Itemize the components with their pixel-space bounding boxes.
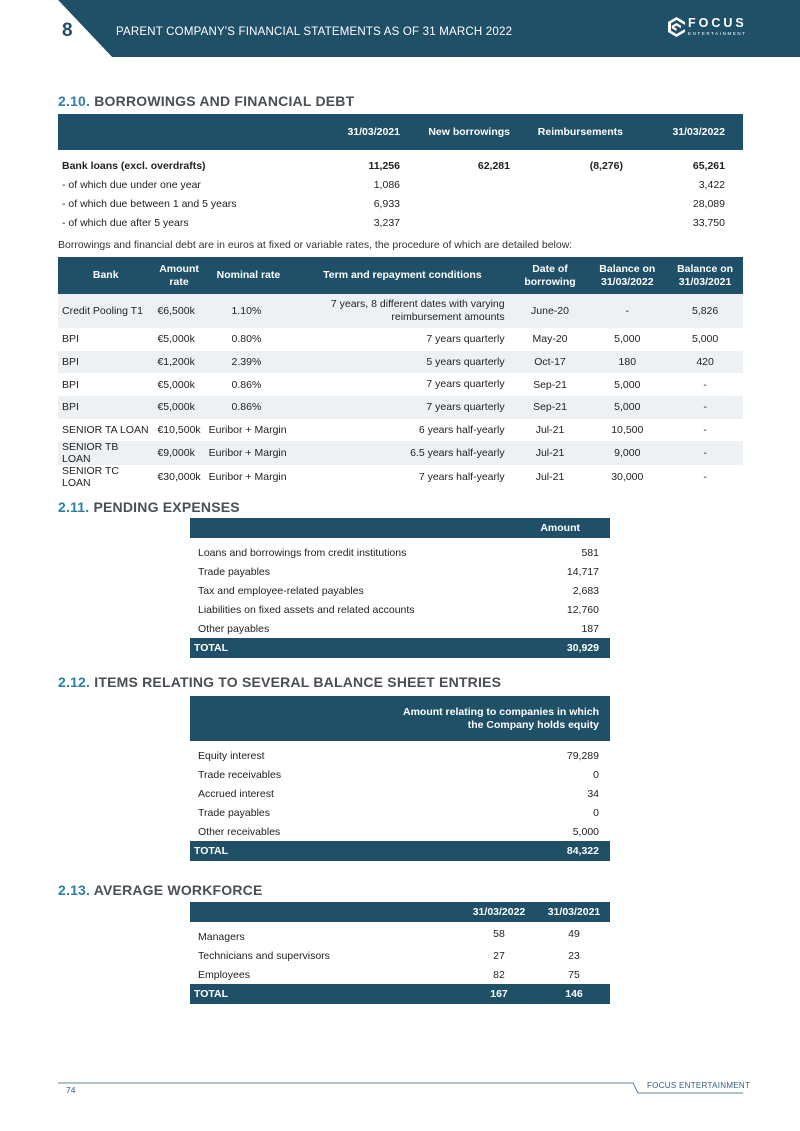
cell: 2.39% — [205, 351, 293, 374]
cell — [528, 194, 641, 213]
row-label: BPI — [62, 333, 79, 346]
workforce-table — [190, 902, 610, 1004]
cell: 58 — [493, 928, 505, 940]
footer-brand: FOCUS ENTERTAINMENT — [647, 1081, 751, 1090]
table-row — [58, 396, 743, 419]
cell: 6 years half-yearly — [418, 423, 505, 436]
cell: 27 — [493, 949, 505, 962]
section-number: 2.12. — [58, 674, 91, 690]
row-label: - of which due between 1 and 5 years — [62, 197, 237, 210]
cell: - — [703, 424, 707, 437]
row-label: SENIOR TC LOAN — [62, 465, 119, 490]
cell: 7 years, 8 different dates with varying reimbursement amounts — [292, 294, 512, 328]
cell: Oct-17 — [513, 351, 588, 374]
column-header: Balance on 31/03/2022 — [587, 257, 667, 294]
cell: €5,000k — [153, 396, 204, 419]
cell: 12,760 — [566, 603, 599, 616]
column-header: Amount — [510, 518, 610, 538]
footer-rule — [58, 1081, 743, 1097]
cell: - — [587, 294, 667, 328]
cell: 0 — [593, 768, 599, 781]
cell: €6,500k — [153, 294, 204, 328]
column-header: Term and repayment conditions — [292, 257, 512, 294]
cell: 0.86% — [205, 396, 293, 419]
section-number: 2.13. — [58, 882, 91, 898]
cell: (8,276) — [589, 159, 623, 172]
row-label: Equity interest — [198, 749, 265, 762]
cell: 28,089 — [692, 197, 725, 210]
pending-expenses-table — [190, 518, 610, 658]
cell: 3,422 — [698, 178, 725, 191]
cell: Euribor + Margin — [208, 424, 287, 437]
row-label: Bank loans (excl. overdrafts) — [62, 159, 206, 172]
table-row — [58, 150, 743, 175]
column-header: Balance on 31/03/2021 — [667, 257, 743, 294]
pending-body — [190, 538, 610, 638]
column-header: 31/03/2022 — [460, 902, 538, 922]
cell: Jul-21 — [513, 441, 588, 465]
section-heading-items — [58, 674, 501, 690]
section-title: AVERAGE WORKFORCE — [93, 882, 263, 898]
cell: 7 years quarterly — [426, 378, 505, 391]
column-header — [190, 518, 510, 538]
table-header-row — [58, 257, 743, 294]
total-label: TOTAL — [190, 638, 510, 658]
section-number: 2.11. — [58, 499, 90, 515]
loans-table — [58, 257, 743, 489]
column-header: Amount rate — [153, 257, 204, 294]
column-header-line: the Company holds equity — [467, 718, 599, 731]
cell: Euribor + Margin — [205, 441, 293, 465]
page-number: 74 — [66, 1085, 76, 1095]
total-row — [190, 841, 610, 861]
cell: 10,500 — [611, 424, 644, 437]
row-label: Trade payables — [198, 806, 270, 819]
column-header: Nominal rate — [205, 257, 293, 294]
cell: 0 — [593, 806, 599, 819]
page-header — [0, 0, 800, 57]
row-label: SENIOR TA LOAN — [62, 424, 149, 437]
table-row — [190, 765, 610, 784]
cell: 1,086 — [373, 178, 400, 191]
section-title: BORROWINGS AND FINANCIAL DEBT — [94, 93, 355, 109]
cell: 33,750 — [692, 216, 725, 229]
row-label: SENIOR TB LOAN — [58, 441, 153, 465]
row-label: - of which due after 5 years — [62, 216, 189, 229]
cell: 3,237 — [373, 216, 400, 229]
table-row — [190, 581, 610, 600]
cell: 7 years quarterly — [292, 396, 512, 419]
column-header: New borrowings — [418, 114, 528, 150]
table-row — [58, 294, 743, 328]
cell: €10,500k — [157, 424, 201, 437]
cell: 23 — [568, 949, 580, 962]
table-row — [190, 619, 610, 638]
cell: 30,000 — [611, 471, 644, 484]
row-label: Liabilities on fixed assets and related accounts — [198, 603, 415, 616]
cell: 6.5 years half-yearly — [292, 441, 512, 465]
section-title: ITEMS RELATING TO SEVERAL BALANCE SHEET ENTRIES — [94, 674, 502, 690]
cell: 5,826 — [667, 294, 743, 328]
cell: 9,000 — [587, 441, 667, 465]
column-header: 31/03/2021 — [328, 114, 418, 150]
cell: 6,933 — [373, 197, 400, 210]
row-label: Trade payables — [198, 565, 270, 578]
cell: 1.10% — [205, 294, 293, 328]
row-label: Technicians and supervisors — [198, 949, 330, 962]
column-header — [58, 114, 328, 150]
total-label: TOTAL — [190, 841, 390, 861]
cell: - — [667, 441, 743, 465]
table-row — [190, 822, 610, 841]
chapter-number: 8 — [62, 20, 73, 41]
row-label: Other receivables — [198, 825, 281, 838]
table-row — [190, 922, 610, 946]
row-label: Trade receivables — [198, 768, 282, 781]
total-row — [190, 984, 610, 1004]
cell — [528, 213, 641, 232]
table-row — [58, 465, 743, 489]
items-body — [190, 741, 610, 841]
cell: 2,683 — [572, 584, 599, 597]
table-header-row — [58, 114, 743, 150]
row-label: Accrued interest — [198, 787, 274, 800]
table-row — [190, 803, 610, 822]
header-wedge — [0, 0, 112, 57]
borrowings-note: Borrowings and financial debt are in euros at fixed or variable rates, the procedure of which are detailed below: — [58, 239, 573, 251]
cell: Sep-21 — [533, 378, 567, 391]
table-row — [190, 538, 610, 562]
cell: 5,000 — [691, 333, 719, 346]
cell — [528, 175, 641, 194]
cell: €1,200k — [153, 351, 204, 374]
cell: 7 years quarterly — [426, 332, 505, 345]
table-row — [58, 351, 743, 374]
row-label: Loans and borrowings from credit institutions — [198, 546, 407, 559]
logo-word: FOCUS — [688, 16, 747, 30]
column-header — [390, 696, 610, 741]
cell: 0.80% — [231, 333, 262, 346]
cell: 75 — [568, 968, 580, 981]
row-label: BPI — [58, 351, 153, 374]
total-value: 146 — [538, 984, 610, 1004]
table-row — [190, 600, 610, 619]
table-row — [58, 373, 743, 396]
section-heading-pending — [58, 499, 240, 515]
total-value: 167 — [460, 984, 538, 1004]
cell: 5,000 — [614, 333, 641, 346]
row-label: BPI — [62, 378, 79, 391]
cell: 0.86% — [231, 378, 262, 391]
cell: 65,261 — [692, 159, 725, 172]
cell: - — [667, 396, 743, 419]
borrowings-table — [58, 114, 743, 232]
column-header: Reimbursements — [528, 114, 641, 150]
cell: €9,000k — [153, 441, 204, 465]
cell: 62,281 — [477, 159, 510, 172]
row-label: Employees — [198, 968, 250, 981]
logo-subtitle: ENTERTAINMENT — [688, 31, 747, 36]
column-header: 31/03/2022 — [641, 114, 743, 150]
column-header: Date of borrowing — [513, 257, 588, 294]
row-label: Credit Pooling T1 — [58, 294, 153, 328]
cell: Sep-21 — [513, 396, 588, 419]
cell: €5,000k — [157, 333, 195, 346]
cell: Euribor + Margin — [208, 471, 287, 484]
cell: €5,000k — [157, 378, 195, 391]
row-label: Other payables — [198, 622, 270, 635]
cell: 5,000 — [587, 396, 667, 419]
table-row — [190, 965, 610, 984]
cell: 187 — [581, 622, 599, 635]
table-row — [58, 441, 743, 465]
column-header-line: Amount relating to companies in which — [402, 705, 599, 718]
table-header-row — [190, 696, 610, 741]
table-row — [58, 175, 743, 194]
cell: 79,289 — [566, 749, 599, 762]
total-value: 84,322 — [390, 841, 610, 861]
column-header — [190, 902, 460, 922]
row-label: Managers — [198, 930, 245, 943]
cell: 49 — [568, 928, 580, 940]
workforce-body — [190, 922, 610, 984]
cell: - — [703, 471, 707, 484]
cell: - — [703, 378, 707, 391]
column-header: 31/03/2021 — [538, 902, 610, 922]
cell: 5,000 — [614, 378, 641, 391]
row-label: BPI — [58, 396, 153, 419]
cell: June-20 — [513, 294, 588, 328]
table-row — [190, 784, 610, 803]
table-row — [58, 194, 743, 213]
company-logo — [668, 16, 748, 40]
column-header — [190, 696, 390, 741]
total-row — [190, 638, 610, 658]
section-heading-borrowings — [58, 93, 354, 109]
table-header-row — [190, 518, 610, 538]
balance-items-table — [190, 696, 610, 861]
row-label: - of which due under one year — [62, 178, 201, 191]
cell: 14,717 — [566, 565, 599, 578]
cell: 420 — [667, 351, 743, 374]
section-number: 2.10. — [58, 93, 91, 109]
header-title: PARENT COMPANY'S FINANCIAL STATEMENTS AS OF 31 MARCH 2022 — [116, 26, 513, 38]
focus-logo-icon — [668, 17, 685, 37]
total-label: TOTAL — [190, 984, 460, 1004]
cell: May-20 — [532, 333, 568, 346]
table-row — [190, 741, 610, 765]
section-title: PENDING EXPENSES — [93, 499, 240, 515]
cell: 34 — [587, 787, 599, 800]
table-header-row — [190, 902, 610, 922]
total-value: 30,929 — [510, 638, 610, 658]
table-row — [58, 328, 743, 351]
cell: 5 years quarterly — [292, 351, 512, 374]
section-heading-workforce — [58, 882, 263, 898]
cell: 82 — [493, 968, 505, 981]
table-row — [58, 419, 743, 442]
table-row — [190, 562, 610, 581]
cell: Jul-21 — [535, 471, 565, 484]
loans-body — [58, 294, 743, 489]
cell: 5,000 — [572, 825, 599, 838]
cell: 581 — [581, 546, 599, 559]
cell — [418, 175, 528, 194]
column-header: Bank — [58, 257, 153, 294]
row-label: Tax and employee-related payables — [198, 584, 364, 597]
table-row — [58, 213, 743, 232]
cell: 11,256 — [368, 159, 400, 172]
cell: 7 years half-yearly — [418, 470, 505, 483]
cell — [418, 213, 528, 232]
cell: Jul-21 — [535, 424, 565, 437]
cell — [418, 194, 528, 213]
cell: 180 — [587, 351, 667, 374]
cell: €30,000k — [157, 471, 201, 484]
table-row — [190, 946, 610, 965]
